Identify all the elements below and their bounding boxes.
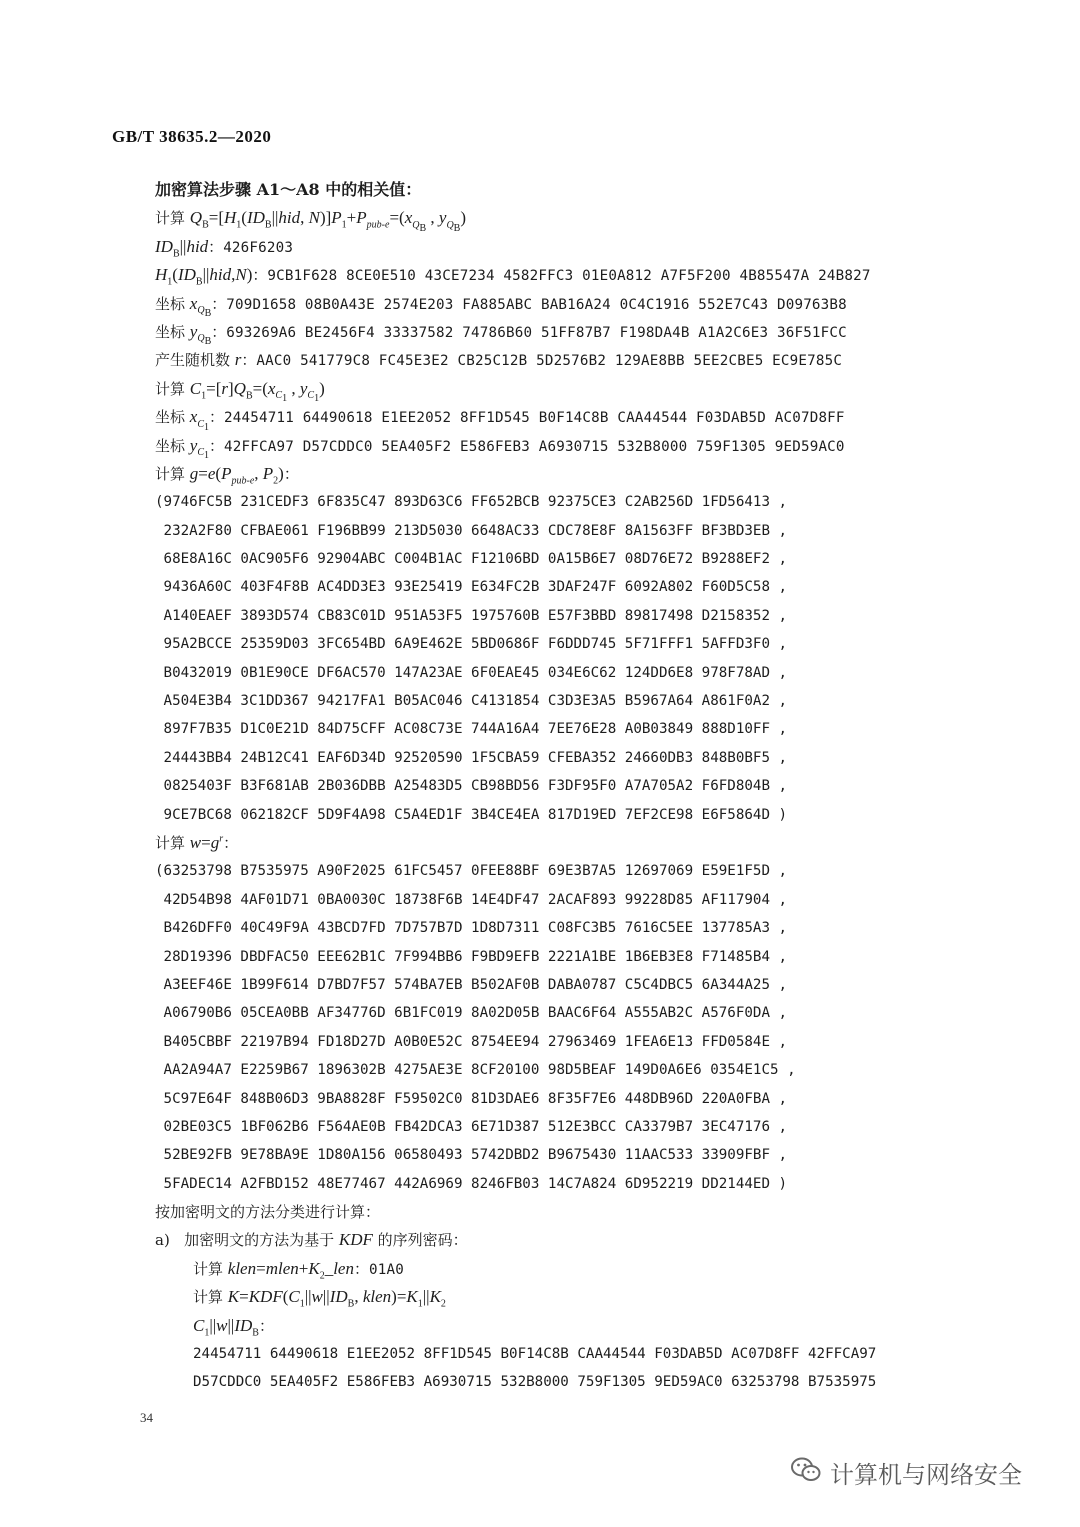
watermark-text: 计算机与网络安全: [830, 1461, 1022, 1489]
watermark: [790, 1455, 1022, 1490]
xqb-label: $x_{Q_B}$: [189, 293, 212, 319]
page-number: 34: [140, 1410, 153, 1425]
coord-label: 坐标: [155, 408, 190, 427]
coord-label: 坐标: [155, 436, 190, 455]
g-value-line: (9746FC5B 231CEDF3 6F835C47 893D63C6 FF652BCB 92375CE3 C2AB256D 1FD56413 ,: [155, 494, 788, 511]
w-value-line: 5FADEC14 A2FBD152 48E77467 442A6969 8246FB03 14C7A824 6D952219 DD2144ED ): [155, 1175, 788, 1192]
qb-formula: $Q_B=[H_1(ID_B||hid$, $N)]P_1+P_{pub-e}=(x_{Q_B}$ , $y_{Q_B}$): [189, 208, 467, 234]
random-line: 产生随机数 r：AAC0 541779C8 FC45E3E2 CB25C12B 5D2576B2 129AE8BB 5EE2CBE5 EC9E785C: [155, 350, 843, 370]
g-value-line: 68E8A16C 0AC905F6 92904ABC C004B1AC F12106BD 0A15B6E7 08D76E72 B9288EF2 ,: [155, 551, 788, 568]
standard-number: GB/T 38635.2—2020: [112, 127, 272, 146]
yqb-label: $y_{Q_B}$: [189, 321, 212, 348]
k-formula: $K=KDF(C_1||w||ID_B$, $klen)=K_1||K_2$: [227, 1287, 446, 1310]
h1-label: $H_1(ID_B||hid,N)$: [155, 265, 253, 288]
w-value-line: 28D19396 DBDFAC50 EEE62B1C 7F994BB6 F9BD9EFB 2221A1BE 1B6EB3E8 F71485B4 ,: [155, 948, 788, 965]
g-value-line: B0432019 0B1E90CE DF6AC570 147A23AE 6F0EAE45 034E6C62 124DD6E8 978F78AD ,: [155, 664, 788, 681]
w-value-line: (63253798 B7535975 A90F2025 61FC5457 0FEE88BF 69E3B7A5 12697069 E59E1F5D ,: [155, 863, 788, 880]
calc-label: 计算: [155, 833, 190, 852]
random-label: 产生随机数: [155, 351, 235, 370]
g-value-line: 897F7B35 D1C0E21D 84D75CFF AC08C73E 744A16A4 7EE76E28 A0B03849 888D10FF ,: [155, 721, 788, 738]
random-value: AAC0 541779C8 FC45E3E2 CB25C12B 5D2576B2 129AE8BB 5EE2CBE5 EC9E785C: [256, 353, 843, 370]
klen-formula: $klen=mlen+K_2\_len$: [227, 1258, 354, 1282]
calc-w-line: 计算 $w=g^r$：: [155, 832, 239, 852]
g-value-line: 24443BB4 24B12C41 EAF6D34D 92520590 1F5CBA59 CFEBA352 24660DB3 848B0BF5 ,: [155, 749, 788, 766]
xc1-value: 24454711 64490618 E1EE2052 8FF1D545 B0F14C8B CAA44544 F03DAB5D AC07D8FF: [224, 410, 845, 427]
g-value-line: 95A2BCCE 25359D03 3FC654BD 6A9E462E 5BD0686F F6DDD745 5F71FFF1 5AFFD3F0 ,: [155, 636, 788, 653]
g-value-line: A504E3B4 3C1DD367 94217FA1 B05AC046 C4131854 C3D3E3A5 B5967A64 A861F0A2 ,: [155, 693, 788, 710]
calc-label: 计算: [155, 464, 190, 483]
w-value-line: A3EEF46E 1B99F614 D7BD7F57 574BA7EB B502AF0B DABA0787 C5C4DBC5 6A344A25 ,: [155, 976, 788, 993]
concat-label: $C_1||w||ID_B$: [193, 1315, 259, 1339]
g-value-line: 9CE7BC68 062182CF 5D9F4A98 C5A4ED1F 3B4CE4EA 817D19ED 7EF2CE98 E6F5864D ): [155, 806, 788, 823]
concat-value-line: 24454711 64490618 E1EE2052 8FF1D545 B0F14C8B CAA44544 F03DAB5D AC07D8FF 42FFCA97: [193, 1346, 877, 1363]
g-value-block: [155, 488, 975, 829]
w-value-line: B426DFF0 40C49F9A 43BCD7FD 7D757B7D 1D8D7311 C08FC3B5 7616C5EE 137785A3 ,: [155, 920, 788, 937]
w-value-line: 52BE92FB 9E78BA9E 1D80A156 06580493 5742DBD2 B9675430 11AAC533 33909FBF ,: [155, 1147, 788, 1164]
w-value-line: 42D54B98 4AF01D71 0BA0030C 18738F6B 14E4DF47 2ACAF893 99228D85 AF117904 ,: [155, 891, 788, 908]
id-hid-label: $ID_B||hid$: [155, 236, 209, 260]
w-value-line: 5C97E64F 848B06D3 9BA8828F F59502C0 81D3DAE6 8F35F7E6 448DB96D 220A0FBA ,: [155, 1090, 788, 1107]
kdf-label: KDF: [338, 1230, 373, 1250]
h1-value: 9CB1F628 8CE0E510 43CE7234 4582FFC3 01E0A812 A7F5F200 4B85547A 24B827: [267, 268, 871, 285]
id-hid-line: $ID_B||hid$：426F6203: [155, 236, 294, 260]
w-value-line: AA2A94A7 E2259B67 1896302B 4275AE3E 8CF20100 98D5BEAF 149D0A6E6 0354E1C5 ,: [155, 1062, 796, 1079]
w-value-line: B405CBBF 22197B94 FD18D27D A0B0E52C 8754EE94 27963469 1FEA6E13 FFD0584E ,: [155, 1033, 788, 1050]
item-a-text: 加密明文的方法为基于: [184, 1231, 339, 1250]
h1-line: $H_1(ID_B||hid,N)$：9CB1F628 8CE0E510 43CE7234 4582FFC3 01E0A812 A7F5F200 4B85547A 24B827: [155, 265, 871, 288]
calc-label: 计算: [193, 1288, 228, 1307]
concat-value-block: [155, 1340, 975, 1397]
yc1-line: 坐标 $y_{C_1}$：42FFCA97 D57CDDC0 5EA405F2 E586FEB3 A6930715 532B8000 759F1305 9ED59AC0: [155, 435, 845, 461]
concat-label-line: $C_1||w||ID_B$：: [193, 1315, 274, 1339]
g-formula: $g=e(P_{pub-e}$, $P_2$): [189, 463, 284, 487]
calc-qb-line: [155, 204, 975, 232]
g-value-line: 9436A60C 403F4F8B AC4DD3E3 93E25419 E634FC2B 3DAF247F 6092A802 F60D5C58 ,: [155, 579, 788, 596]
coord-label: 坐标: [155, 322, 190, 341]
calc-klen-line: 计算 $klen=mlen+K_2\_len$：01A0: [193, 1258, 404, 1282]
klen-value: 01A0: [368, 1261, 404, 1278]
item-a-text-after: 的序列密码：: [372, 1231, 468, 1250]
item-a: [155, 1226, 975, 1254]
calc-label: 计算: [155, 379, 190, 398]
w-value-line: 02BE03C5 1BF062B6 F564AE0B FB42DCA3 6E71D387 512E3BCC CA3379B7 3EC47176 ,: [155, 1118, 788, 1135]
id-hid-value: 426F6203: [223, 239, 294, 256]
yqb-line: 坐标 $y_{Q_B}$：693269A6 BE2456F4 33337582 74786B60 51FF87B7 F198DA4B A1A2C6E3 36F51FCC: [155, 321, 847, 348]
calc-c1-line: [155, 375, 975, 403]
w-value-block: [155, 857, 975, 1198]
calc-k-line: [155, 1283, 975, 1311]
calc-label: 计算: [193, 1259, 228, 1278]
section-heading: 加密算法步骤 A1～A8 中的相关值：: [155, 180, 422, 199]
xqb-line: 坐标 $x_{Q_B}$：709D1658 08B0A43E 2574E203 FA885ABC BAB16A24 0C4C1916 552E7C43 D09763B8: [155, 293, 847, 319]
calc-g-line: 计算 $g=e(P_{pub-e}$, $P_2$)：: [155, 463, 299, 487]
yqb-value: 693269A6 BE2456F4 33337582 74786B60 51FF87B7 F198DA4B A1A2C6E3 36F51FCC: [226, 324, 847, 341]
g-value-line: 232A2F80 CFBAE061 F196BB99 213D5030 6648AC33 CDC78E8F 8A1563FF BF3BD3EB ,: [155, 522, 788, 539]
g-value-line: 0825403F B3F681AB 2B036DBB A25483D5 CB98BD56 F3DF95F0 A7A705A2 F6FD804B ,: [155, 778, 788, 795]
xc1-label: $x_{C_1}$: [189, 407, 209, 433]
c1-formula: $C_1=[r]Q_B=(x_{C_1}$ , $y_{C_1}$): [189, 378, 325, 405]
document-body: [155, 176, 975, 1397]
method-intro: 按加密明文的方法分类进行计算：: [155, 1203, 381, 1222]
calc-label: 计算: [155, 209, 190, 228]
w-value-line: A06790B6 05CEA0BB AF34776D 6B1FC019 8A02D05B BAAC6F64 A555AB2C A576F0DA ,: [155, 1005, 788, 1022]
xqb-value: 709D1658 08B0A43E 2574E203 FA885ABC BAB16A24 0C4C1916 552E7C43 D09763B8: [226, 296, 847, 313]
r-symbol: r: [234, 350, 242, 370]
coord-label: 坐标: [155, 294, 190, 313]
yc1-value: 42FFCA97 D57CDDC0 5EA405F2 E586FEB3 A6930715 532B8000 759F1305 9ED59AC0: [224, 438, 845, 455]
wechat-icon: [790, 1456, 822, 1490]
g-value-line: A140EAEF 3893D574 CB83C01D 951A53F5 1975760B E57F3BBD 89817498 D2158352 ,: [155, 607, 788, 624]
concat-value-line: D57CDDC0 5EA405F2 E586FEB3 A6930715 532B8000 759F1305 9ED59AC0 63253798 B7535975: [193, 1374, 877, 1391]
xc1-line: 坐标 $x_{C_1}$：24454711 64490618 E1EE2052 8FF1D545 B0F14C8B CAA44544 F03DAB5D AC07D8FF: [155, 407, 845, 433]
w-formula: $w=g^r$: [189, 832, 224, 852]
yc1-label: $y_{C_1}$: [189, 435, 209, 461]
item-a-marker: a): [155, 1231, 170, 1250]
